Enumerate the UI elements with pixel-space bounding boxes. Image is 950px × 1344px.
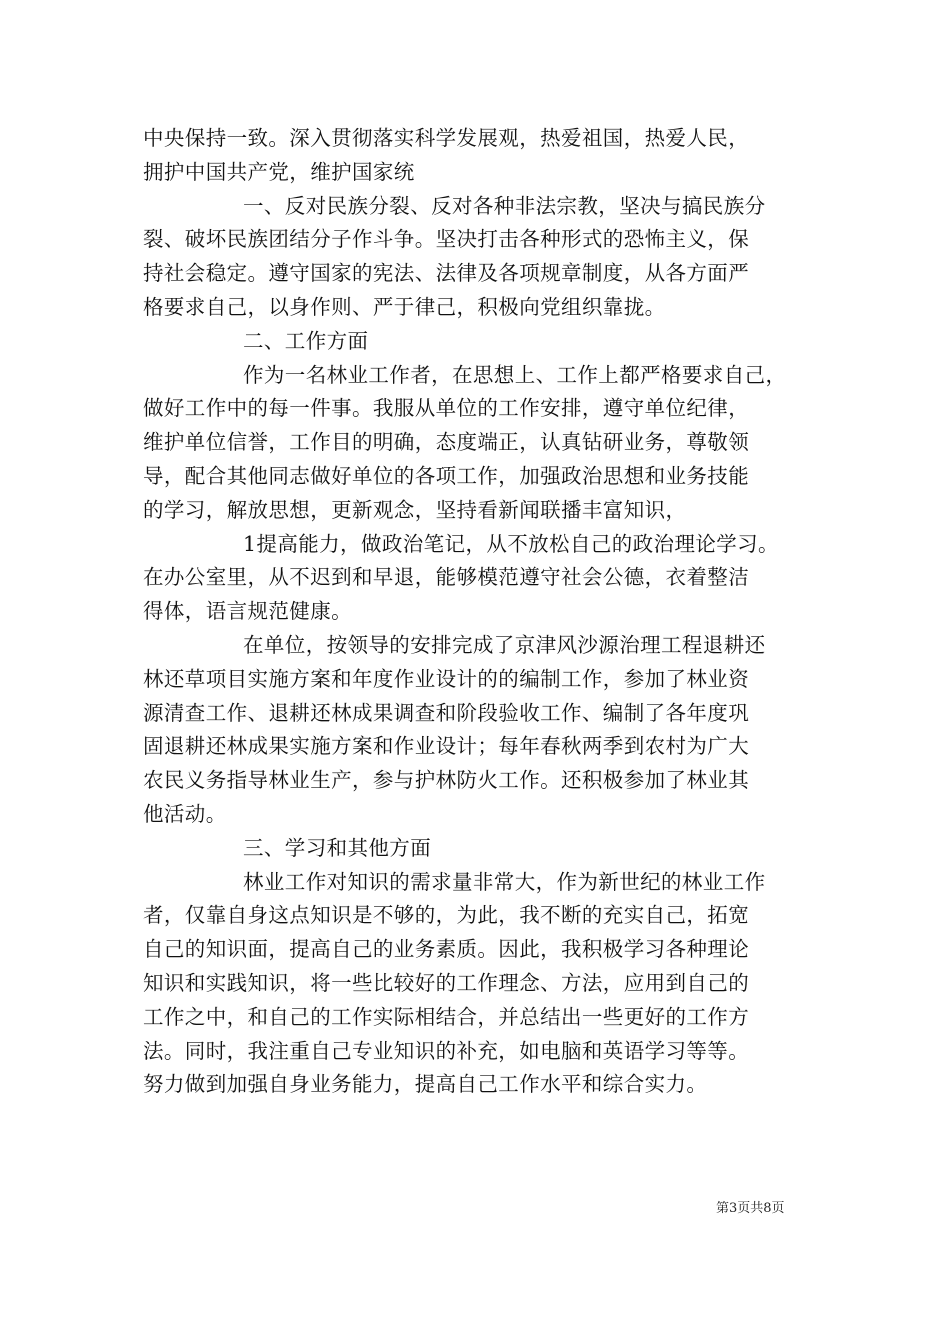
paragraph-first-line: 作为一名林业工作者，在思想上、工作上都严格要求自己， [243,362,787,387]
text-line: 固退耕还林成果实施方案和作业设计；每年春秋两季到农村为广大 [143,734,750,759]
text-line: 知识和实践知识，将一些比较好的工作理念、方法，应用到自己的 [143,970,750,995]
paragraph-first-line: 1提高能力，做政治笔记，从不放松自己的政治理论学习。 [243,531,779,556]
text-line: 做好工作中的每一件事。我服从单位的工作安排，遵守单位纪律， [143,396,750,421]
text-line: 者，仅靠自身这点知识是不够的，为此，我不断的充实自己，拓宽 [143,903,750,928]
section-heading: 三、学习和其他方面 [243,835,432,860]
text-line: 工作之中，和自己的工作实际相结合，并总结出一些更好的工作方 [143,1004,750,1029]
text-line: 努力做到加强自身业务能力，提高自己工作水平和综合实力。 [143,1072,708,1097]
text-line: 林还草项目实施方案和年度作业设计的的编制工作，参加了林业资 [143,666,750,691]
text-line: 裂、破坏民族团结分子作斗争。坚决打击各种形式的恐怖主义，保 [143,227,750,252]
page-number-footer: 第3页共8页 [716,1201,785,1216]
text-line: 法。同时，我注重自己专业知识的补充，如电脑和英语学习等等。 [143,1038,750,1063]
text-line: 农民义务指导林业生产，参与护林防火工作。还积极参加了林业其 [143,768,750,793]
section-heading: 二、工作方面 [243,328,369,353]
text-line: 持社会稳定。遵守国家的宪法、法律及各项规章制度，从各方面严 [143,261,750,286]
paragraph-first-line: 在单位，按领导的安排完成了京津风沙源治理工程退耕还 [243,632,766,657]
text-line: 自己的知识面，提高自己的业务素质。因此，我积极学习各种理论 [143,937,750,962]
text-line: 中央保持一致。深入贯彻落实科学发展观，热爱祖国，热爱人民， [143,126,750,150]
text-line: 他活动。 [143,801,227,826]
text-line: 拥护中国共产党，维护国家统 [143,159,415,184]
text-line: 的学习，解放思想，更新观念，坚持看新闻联播丰富知识， [143,497,687,522]
document-body [143,122,813,1102]
paragraph-first-line: 林业工作对知识的需求量非常大，作为新世纪的林业工作 [243,869,766,894]
text-line: 源清查工作、退耕还林成果调查和阶段验收工作、编制了各年度巩 [143,700,750,725]
text-line: 导，配合其他同志做好单位的各项工作，加强政治思想和业务技能 [143,463,750,488]
text-line: 维护单位信誉，工作目的明确，态度端正，认真钻研业务，尊敬领 [143,430,750,455]
text-line: 得体，语言规范健康。 [143,599,352,624]
paragraph-first-line: 一、反对民族分裂、反对各种非法宗教，坚决与搞民族分 [243,193,766,218]
text-line: 在办公室里，从不迟到和早退，能够模范遵守社会公德，衣着整洁 [143,565,750,590]
text-line: 格要求自己，以身作则、严于律己，积极向党组织靠拢。 [143,294,666,319]
